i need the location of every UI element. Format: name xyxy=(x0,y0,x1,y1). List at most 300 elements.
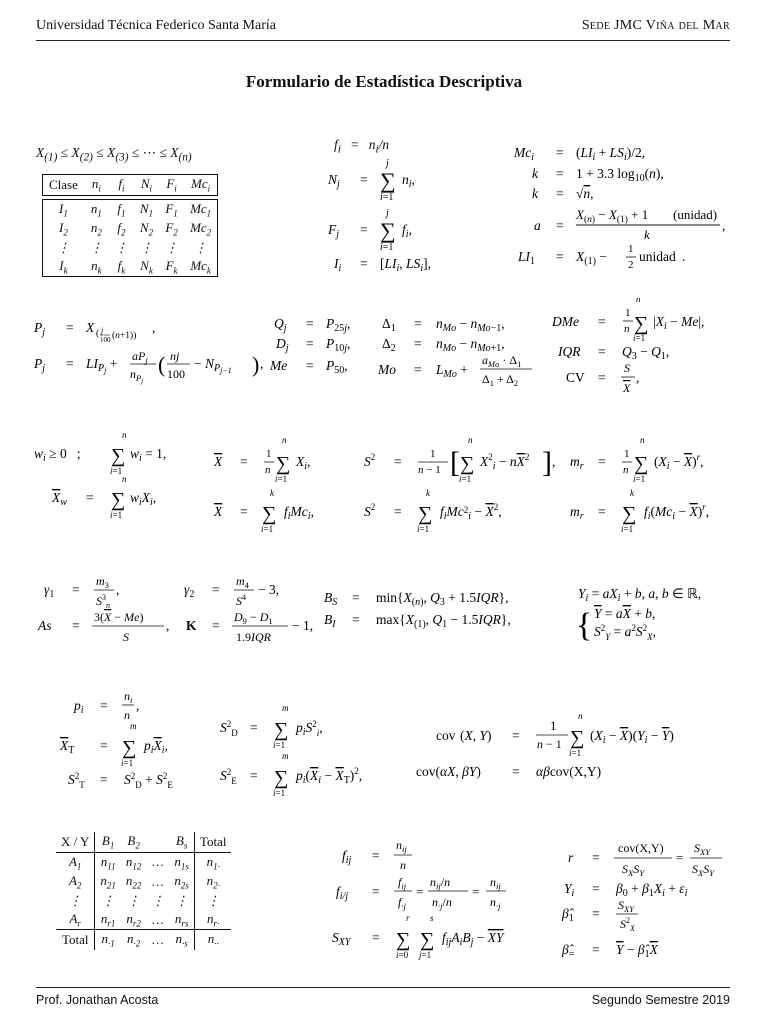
svg-text:max{X(1), Q1 − 1.5IQR},: $\max\{X_{(1)}$, $Q_1 - 1.5IQR$}, xyxy=(376,612,511,630)
section-bivariate-regression xyxy=(330,832,745,967)
svg-text:i=1: i=1 xyxy=(110,466,123,476)
svg-text:1: 1 xyxy=(430,448,436,460)
svg-text:fiMci,: $f_iMc_i$, xyxy=(284,504,314,522)
svg-text:wi = 1,: $w_i = 1$, xyxy=(130,446,167,464)
contingency-table-cell: $n_{r1}$ xyxy=(100,910,116,929)
svg-text:LI1: $LI_1$ xyxy=(518,249,536,267)
frequency-table-cell: $n_2$ xyxy=(90,220,102,238)
svg-text:(: ( xyxy=(96,329,100,339)
svg-text:aMo · Δ1: $a_{Mo} \cdot \Delta_1$ xyxy=(482,353,522,369)
svg-text:(Xi − X)(Yi − Y): $(X_i - X)(Y_i - Y)$ xyxy=(590,728,674,746)
contingency-table-cell: $n_{21}$ xyxy=(100,873,116,891)
svg-text:Qj: $Q_j$ xyxy=(274,316,287,334)
svg-text:=: = xyxy=(250,768,258,783)
svg-text:1: 1 xyxy=(624,448,630,460)
contingency-table-cell: $n_{\cdot 1}$ xyxy=(101,931,115,949)
svg-text:=: = xyxy=(414,362,422,377)
cv-label: CV xyxy=(566,370,585,385)
contingency-table-cell: ⋮ xyxy=(56,892,95,910)
svg-text:SXY: $S_{XY}$ xyxy=(694,841,710,857)
svg-text:=: = xyxy=(598,370,606,385)
svg-text:∑: ∑ xyxy=(634,313,649,335)
svg-text:X(1) −: $X_{(1)}$ − xyxy=(576,249,607,267)
svg-text:S: S xyxy=(123,630,129,644)
svg-text:,: , xyxy=(116,582,120,597)
svg-text:cov(αX, βY): cov(αX, βY) xyxy=(416,764,481,779)
campus-name: Sede JMC Viña del Mar xyxy=(581,18,730,33)
contingency-table-cell: $n_{r2}$ xyxy=(126,910,141,929)
contingency-table-cell: $n_{\cdot 2}$ xyxy=(127,931,141,949)
frequency-table-cell: $N_k$ xyxy=(140,257,153,276)
svg-text:): ) xyxy=(252,352,260,377)
svg-text:n − 1: n − 1 xyxy=(418,464,441,476)
contingency-table-cell: $n_{22}$ xyxy=(125,873,142,891)
svg-text:=: = xyxy=(66,356,74,371)
svg-text:nij: $n_{ij}$ xyxy=(490,875,501,891)
svg-text:100: 100 xyxy=(167,367,185,381)
svg-text:Pj: $P_j$ xyxy=(34,356,46,374)
svg-text:=: = xyxy=(414,336,422,351)
svg-text:n − 1: n − 1 xyxy=(537,737,562,751)
svg-text:∑: ∑ xyxy=(420,929,435,951)
svg-text:Mci: $Mc_i$ xyxy=(514,145,535,163)
svg-text:k: k xyxy=(532,166,538,181)
svg-text:f·j: $f_{\cdot j}$ xyxy=(398,895,406,911)
frequency-table-cell: $Mc_1$ xyxy=(190,200,212,219)
svg-text:Δ1: $\Delta_1$ xyxy=(382,316,396,334)
university-name: Universidad Técnica Federico Santa María xyxy=(36,18,276,33)
svg-text:r: r xyxy=(406,913,410,923)
svg-text:n: n xyxy=(400,858,406,872)
svg-text:=: = xyxy=(394,504,402,519)
frequency-table-header-cell: $N_i$ xyxy=(140,176,153,194)
svg-text:Y − β̂1X: $Y - \betâ_1X$ xyxy=(616,942,658,960)
frequency-table-row xyxy=(43,239,218,257)
svg-text:∑: ∑ xyxy=(111,445,126,467)
contingency-table-cell: $n_{\cdot s}$ xyxy=(169,930,194,950)
frequency-table-cell: $I_k$ xyxy=(59,257,68,276)
svg-text:=: = xyxy=(306,358,314,373)
svg-text:∑: ∑ xyxy=(634,453,649,475)
svg-text:Fj: $F_j$ xyxy=(328,222,340,240)
svg-text:=: = xyxy=(360,222,368,237)
svg-text:m: m xyxy=(282,703,289,713)
svg-text:fi/j: $f_{i/j}$ xyxy=(336,884,349,902)
svg-text:=: = xyxy=(372,930,380,945)
relative-frequency-formula: $f_i$ = $n_i/n$ xyxy=(334,137,390,156)
svg-text:P10j,: $P_{10}j$, xyxy=(326,336,351,354)
frequency-table-header-cell: $Mc_i$ xyxy=(191,176,211,194)
svg-text:=: = xyxy=(72,582,80,597)
cumulative-formulas xyxy=(326,156,456,276)
svg-text:S: S xyxy=(624,361,630,375)
svg-text:=: = xyxy=(556,145,564,160)
contingency-table-cell: $A_1$ xyxy=(56,852,95,872)
svg-text:β̂1: $\betâ_1$ xyxy=(562,906,574,924)
svg-text:Mo: Mo xyxy=(378,362,396,377)
svg-text:=: = xyxy=(240,454,248,469)
svg-text:,: , xyxy=(152,320,156,335)
contingency-table-cell: $n_{2s}$ xyxy=(169,872,194,892)
frequency-table-header-cell: Clase xyxy=(49,176,78,192)
svg-text:[: [ xyxy=(450,446,460,479)
svg-text:m: m xyxy=(282,751,289,761)
contingency-table-header-cell: Total xyxy=(199,833,227,849)
svg-text:n: n xyxy=(640,435,645,445)
svg-text:=: = xyxy=(100,698,108,713)
contingency-table-cell: ⋮ xyxy=(101,892,115,908)
svg-text:i=1: i=1 xyxy=(621,524,634,534)
svg-text:Q3 − Q1,: $Q_3 - Q_1$, xyxy=(622,344,670,362)
svg-text:LMo +: $L_{Mo}$ + xyxy=(436,362,468,380)
contingency-table-cell: $n_{2\cdot}$ xyxy=(206,873,220,891)
svg-text:j: j xyxy=(386,208,389,219)
svg-text:1: 1 xyxy=(266,448,272,460)
svg-text:Xw: $X_w$ xyxy=(52,490,67,508)
svg-text:,: , xyxy=(722,218,726,233)
svg-text:k: k xyxy=(644,227,650,242)
frequency-table-cell: $Mc_k$ xyxy=(190,257,211,276)
frequency-table-cell: ⋮ xyxy=(194,239,208,255)
order-statistics-formula: $X_{(1)} \le X_{(2)} \le X_{(3)}$ ≤ ⋯ ≤ $X_{(n)}$ xyxy=(36,145,192,164)
svg-text:=: = xyxy=(352,590,360,605)
contingency-table-cell: ⋮ xyxy=(151,892,165,908)
contingency-table-cell: $A_2$ xyxy=(56,872,95,892)
svg-text:=: = xyxy=(598,314,606,329)
svg-text:i=1: i=1 xyxy=(417,524,430,534)
svg-text:=: = xyxy=(72,618,80,633)
svg-text:fi,: $f_i$, xyxy=(402,222,412,240)
frequency-table-cell: $N_1$ xyxy=(139,200,154,219)
contingency-table-cell: ⋮ xyxy=(206,892,220,908)
frequency-table-cell: $Mc_2$ xyxy=(190,220,212,238)
svg-text:k: k xyxy=(270,488,274,498)
svg-text:n: n xyxy=(122,430,127,440)
frequency-table-cell: ⋮ xyxy=(139,239,153,255)
svg-text:n: n xyxy=(122,474,127,484)
svg-text:BS: $B_S$ xyxy=(324,590,338,608)
frequency-table-header-cell: $n_i$ xyxy=(91,176,101,194)
svg-text:100: 100 xyxy=(100,336,111,344)
svg-text:− 1,: − 1, xyxy=(292,618,314,633)
svg-text:j: j xyxy=(101,326,104,335)
svg-text:wiXi,: $w_iX_i$, xyxy=(130,490,157,508)
svg-text:fij: $f_{ij}$ xyxy=(398,875,407,891)
svg-text:fijAiBj − XY: $f_{ij}A_iB_j$ − XY xyxy=(442,930,504,948)
contingency-table-header-cell: $B_s$ xyxy=(169,832,194,852)
svg-text:=: = xyxy=(66,320,74,335)
svg-text:pi(Xi − XT)2,: $p_i(X_i - X_T)^2$, xyxy=(296,766,363,786)
svg-text:BI: $B_I$ xyxy=(324,612,336,630)
svg-text:j: j xyxy=(386,158,389,169)
svg-text:,: , xyxy=(552,454,556,469)
contingency-table-row xyxy=(56,910,231,930)
svg-text:=: = xyxy=(556,166,564,181)
section-position-measures xyxy=(30,298,740,398)
svg-text:Me: Me xyxy=(270,358,288,373)
svg-text:n·j: $n_{\cdot j}$ xyxy=(490,895,501,911)
svg-text:K: K xyxy=(186,618,197,633)
frequency-table-row xyxy=(43,199,218,219)
svg-text:[LIi, LSi],: [$LI_i$, $LS_i$], xyxy=(380,256,431,274)
svg-text:P50,: $P_{50}$, xyxy=(326,358,348,376)
svg-text:=: = xyxy=(372,848,380,863)
frequency-table-cell: $f_k$ xyxy=(117,257,126,276)
contingency-table-cell: … xyxy=(152,911,164,927)
svg-text:X: X xyxy=(623,381,631,395)
svg-text:k: k xyxy=(630,488,634,498)
svg-text:m4: $m_4$ xyxy=(236,574,249,590)
svg-text:j=1: j=1 xyxy=(419,950,432,960)
svg-text:k: k xyxy=(426,488,430,498)
frequency-table-cell: $f_2$ xyxy=(117,220,126,238)
frequency-table-header-cell: $f_i$ xyxy=(118,176,125,194)
svg-text:S3n: $S^3_n$ xyxy=(96,593,110,610)
svg-text:1.9IQR: 1.9IQR xyxy=(236,630,271,644)
contingency-table-header xyxy=(56,832,231,852)
svg-text:nj: nj xyxy=(170,349,180,363)
svg-text:√n,: √n, xyxy=(576,186,594,201)
contingency-table-cell: $n_{r\cdot}$ xyxy=(207,910,220,929)
svg-text:As: As xyxy=(38,618,52,633)
svg-text:fij: $f_{ij}$ xyxy=(342,848,352,866)
svg-text:X: X xyxy=(86,320,95,335)
frequency-table-cell: $f_1$ xyxy=(117,200,126,219)
svg-text:fi(Mci − X)r,: $f_i(Mc_i - X)^r$, xyxy=(644,502,710,522)
svg-text:∑: ∑ xyxy=(276,453,291,475)
svg-text:(X, Y): (X, Y) xyxy=(460,728,492,743)
svg-text:{: { xyxy=(576,607,593,644)
svg-text:1: 1 xyxy=(550,718,557,733)
contingency-table-header-cell: $B_1$ xyxy=(101,833,115,851)
svg-text:i=1: i=1 xyxy=(121,758,134,768)
svg-text:=: = xyxy=(556,218,564,233)
contingency-table-cell: Total xyxy=(56,930,95,950)
svg-text:i=1: i=1 xyxy=(459,474,472,484)
svg-text:n: n xyxy=(624,323,630,335)
page-title: Formulario de Estadística Descriptiva xyxy=(245,72,523,91)
svg-text:n·j/n: $n_{\cdot j}/n$ xyxy=(432,895,452,911)
svg-text:(: ( xyxy=(158,352,166,377)
class-construction-formulas xyxy=(510,140,735,275)
svg-text:(Xi − X)r,: $(X_i - X)^r$, xyxy=(654,452,704,472)
frequency-table-cell: $F_2$ xyxy=(165,220,178,238)
svg-text:DMe: DMe xyxy=(552,314,579,329)
svg-text:Nj: $N_j$ xyxy=(328,172,340,190)
svg-text:∑: ∑ xyxy=(122,737,137,759)
svg-text:n: n xyxy=(124,708,130,722)
svg-text:D9 − D1: $D_9 - D_1$ xyxy=(234,610,273,626)
svg-text:nPj: $n_Pj$ xyxy=(130,367,144,385)
frequency-table-cell: $N_2$ xyxy=(139,220,154,238)
svg-text:=: = xyxy=(212,618,220,633)
svg-text:SXSY: $S_XS_Y$ xyxy=(692,862,714,878)
svg-text:=: = xyxy=(372,884,380,899)
svg-text:nij/n: $n_{ij}/n$ xyxy=(430,875,451,891)
frequency-table xyxy=(42,174,218,277)
svg-text:∑: ∑ xyxy=(460,453,475,475)
svg-text:=: = xyxy=(556,186,564,201)
svg-text:SXSY: $S_XS_Y$ xyxy=(622,862,644,878)
svg-text:piS2i,: $p_iS^2_i$, xyxy=(296,719,323,738)
svg-text:SXY: $S_{XY}$ xyxy=(332,930,351,948)
svg-text:− NPj−1: − $N_Pj-1$ xyxy=(194,356,232,375)
svg-text:i=1: i=1 xyxy=(633,333,646,343)
contingency-table-header-cell: $B_2$ xyxy=(127,833,140,851)
svg-text:mr: $m_r$ xyxy=(570,504,584,522)
frequency-table-cell: $I_1$ xyxy=(59,200,68,219)
svg-text:n: n xyxy=(468,435,473,445)
svg-text:γ1: $\gamma_1$ xyxy=(44,582,55,600)
frequency-table-row xyxy=(43,219,218,239)
svg-text:=: = xyxy=(306,316,314,331)
contingency-table-cell: … xyxy=(152,873,164,889)
svg-text:∑: ∑ xyxy=(418,503,433,525)
svg-text:Pj: $P_j$ xyxy=(34,320,46,338)
svg-text:β0 + β1Xi + εi: $\beta_0 + \beta_1X_i + \varepsilon_i$ xyxy=(616,881,688,899)
svg-text:=: = xyxy=(598,504,606,519)
frequency-table-cell: ⋮ xyxy=(89,239,103,255)
svg-text:=: = xyxy=(360,256,368,271)
svg-text:S2T: $S^2_T$ xyxy=(68,771,85,790)
svg-text:=: = xyxy=(592,906,600,921)
svg-text:Δ2: $\Delta_2$ xyxy=(382,336,396,354)
svg-text:i=1: i=1 xyxy=(261,524,274,534)
frequency-table-row xyxy=(43,257,218,277)
contingency-table-row xyxy=(56,892,231,910)
svg-text:nij: $n_{ij}$ xyxy=(396,838,407,854)
svg-text:∑: ∑ xyxy=(274,767,289,789)
contingency-table-cell: … xyxy=(152,854,164,870)
svg-text:aPj: $aP_j$ xyxy=(132,349,148,365)
svg-text:n: n xyxy=(623,464,629,476)
contingency-table-cell: $n_{11}$ xyxy=(100,853,116,872)
svg-text:X2i − nX2: $X^2_i - nX^2$ xyxy=(480,452,530,472)
svg-text:=: = xyxy=(598,454,606,469)
svg-text:a: a xyxy=(534,218,541,233)
svg-text:2: 2 xyxy=(628,259,634,271)
svg-text:,: , xyxy=(136,698,140,713)
contingency-table-cell: … xyxy=(152,932,164,948)
svg-text:r: r xyxy=(568,850,574,865)
frequency-table-cell: $I_2$ xyxy=(59,220,68,238)
svg-text:=: = xyxy=(240,504,248,519)
svg-text:s: s xyxy=(430,913,434,923)
svg-text:=: = xyxy=(592,850,600,865)
svg-text:LIPj +: $LI_Pj$ + xyxy=(86,356,118,375)
frequency-table-cell: $F_1$ xyxy=(165,200,178,219)
svg-text:β̂=: $\betâ_=$ xyxy=(562,942,575,960)
svg-text:∑: ∑ xyxy=(622,503,637,525)
svg-text:i=1: i=1 xyxy=(380,192,394,203)
frequency-table-cell: ⋮ xyxy=(56,239,70,255)
svg-text:∑: ∑ xyxy=(274,719,289,741)
svg-text:m: m xyxy=(130,721,137,731)
contingency-table-header-cell xyxy=(146,832,169,852)
contingency-table-cell: $n_{1s}$ xyxy=(169,852,194,872)
svg-text:n: n xyxy=(578,711,583,721)
svg-text:∑: ∑ xyxy=(380,218,396,243)
svg-text:∑: ∑ xyxy=(111,489,126,511)
svg-text:αβcov(X,Y): αβcov(X,Y) xyxy=(536,764,602,779)
contingency-table-row xyxy=(56,930,231,950)
svg-text:=: = xyxy=(592,942,600,957)
svg-text:mr: $m_r$ xyxy=(570,454,584,472)
svg-text:i=1: i=1 xyxy=(569,748,582,758)
frequency-table-header-cell: $F_i$ xyxy=(166,176,177,194)
svg-text:− 3,: − 3, xyxy=(258,582,280,597)
svg-text:∑: ∑ xyxy=(262,503,277,525)
svg-text:=: = xyxy=(414,316,422,331)
frequency-table-cell: $n_1$ xyxy=(90,200,102,219)
footer-rule xyxy=(36,987,730,988)
svg-text:=: = xyxy=(212,582,220,597)
contingency-table-cell: $A_r$ xyxy=(56,910,95,930)
svg-text:=: = xyxy=(250,720,258,735)
svg-text:=: = xyxy=(676,850,684,865)
author-name: Prof. Jonathan Acosta xyxy=(36,993,159,1007)
contingency-table xyxy=(56,832,231,950)
svg-text:∑: ∑ xyxy=(570,727,585,749)
frequency-table-header xyxy=(43,175,218,196)
svg-text:min{X(n), Q3 + 1.5IQR},: $\min\{X_{(n)}$, $Q_3 + 1.5IQR$}, xyxy=(376,590,509,608)
svg-text:ni,: $n_i$, xyxy=(402,172,415,190)
svg-text:1: 1 xyxy=(628,243,634,255)
svg-text:Dj: $D_j$ xyxy=(276,336,289,354)
svg-text:,: , xyxy=(260,356,264,371)
unidad-paren-label: (unidad) xyxy=(673,207,718,222)
svg-text:XT: $X_T$ xyxy=(60,738,75,756)
svg-text:nMo − nMo+1,: $n_{Mo} - n_{Mo+1}$, xyxy=(436,336,505,354)
contingency-table-cell: $n_{\cdot\cdot}$ xyxy=(207,931,219,949)
svg-text:(LIi + LSi)/2,: $(LI_i + LS_i)/2$, xyxy=(576,145,646,163)
contingency-table-row xyxy=(56,872,231,892)
svg-text:1: 1 xyxy=(625,307,631,319)
svg-text:S2E: $S^2_E$ xyxy=(220,767,237,786)
svg-text:i=1: i=1 xyxy=(380,242,394,253)
frequency-table-cell: $n_k$ xyxy=(91,257,102,276)
svg-text:n: n xyxy=(636,298,641,304)
svg-text:S4: $S^4$ xyxy=(236,593,246,608)
svg-text:m3: $m_3$ xyxy=(96,574,109,590)
contingency-table-row xyxy=(56,852,231,872)
svg-text:fiMc2i − X2,: $f_iMc^2_i - X^2$, xyxy=(440,502,502,522)
contingency-table-cell: $n_{1\cdot}$ xyxy=(206,853,220,872)
section-grouped-variance xyxy=(30,684,745,804)
svg-text:n: n xyxy=(282,435,287,445)
unidad-label: unidad xyxy=(639,249,676,264)
svg-text:S2Y = a2S2X,: $S^2_Y = a^2S^2_X$, xyxy=(594,623,657,642)
svg-text:pi: $p_i$ xyxy=(74,698,84,716)
svg-text:=: = xyxy=(592,881,600,896)
svg-text:Yi: $Y_i$ xyxy=(564,881,575,899)
frequency-table-cell: ⋮ xyxy=(114,239,128,255)
cov-label: cov xyxy=(436,728,456,743)
svg-text:IQR: IQR xyxy=(558,344,581,359)
svg-text:]: ] xyxy=(542,446,552,479)
contingency-table-cell: $n_{rs}$ xyxy=(169,910,194,930)
svg-text:i=1: i=1 xyxy=(110,510,123,520)
svg-text:S2: $S^2$ xyxy=(364,452,376,469)
svg-text:Ii: $I_i$ xyxy=(334,256,342,274)
svg-text:=: = xyxy=(512,728,520,743)
svg-text:P25j,: $P_{25}j$, xyxy=(326,316,351,334)
svg-text:.: . xyxy=(682,249,686,264)
svg-text:=: = xyxy=(100,772,108,787)
svg-text:=: = xyxy=(512,764,520,779)
frequency-table-cell: $F_k$ xyxy=(165,257,178,276)
svg-text:=: = xyxy=(598,344,606,359)
